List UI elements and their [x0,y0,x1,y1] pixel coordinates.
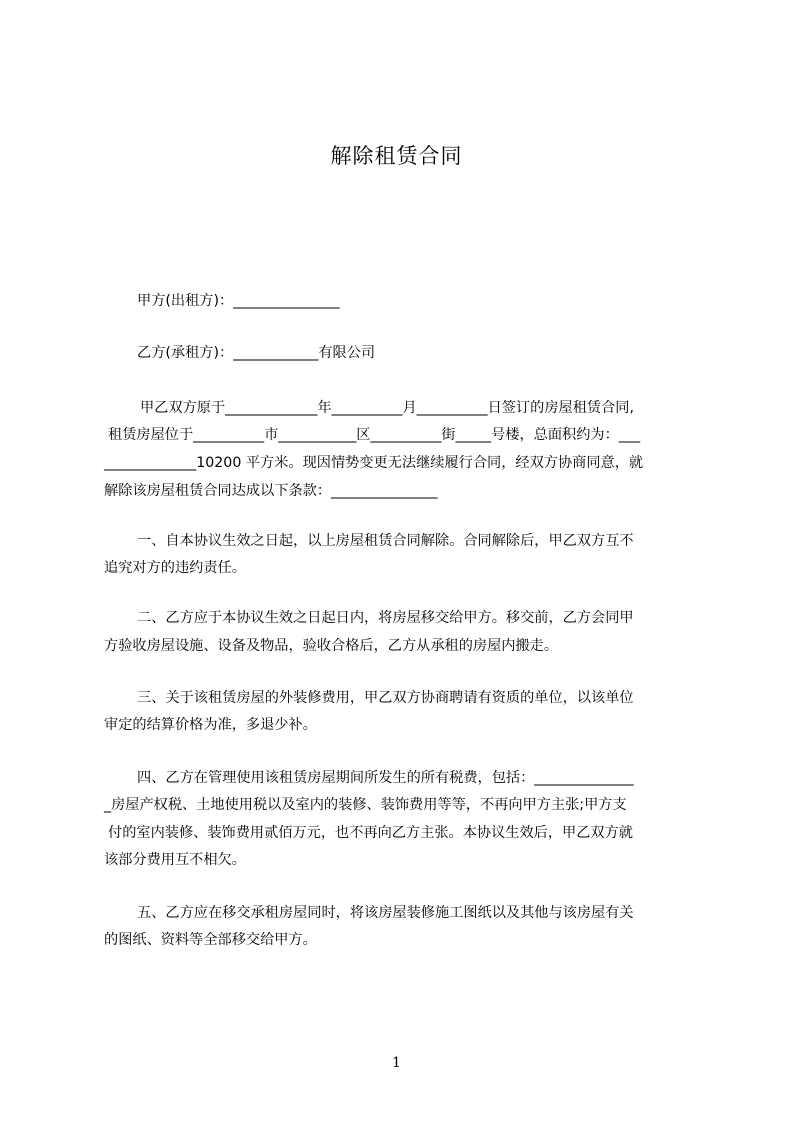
clause-5-line-1: 五、乙方应在移交承租房屋同时，将该房屋装修施工图纸以及其他与该房屋有关 [137,905,634,921]
party-a-line: 甲方(出租方)：_______________ [137,293,340,309]
intro-line-2: 租赁房屋位于__________市___________区__________街_____号楼，总面积约为：___ [108,427,641,443]
clause-2-line-1: 二、乙方应于本协议生效之日起日内，将房屋移交给甲方。移交前，乙方会同甲 [137,610,634,626]
intro-line-3: _____________10200 平方米。现因情势变更无法继续履行合同，经双方协商同意，就 [104,455,644,471]
clause-4-line-4: 该部分费用互不相欠。 [104,852,246,868]
intro-line-1: 甲乙双方原于_____________年__________月__________日签订的房屋租赁合同, [140,400,634,416]
document-title: 解除租赁合同 [330,144,463,168]
clause-3-line-1: 三、关于该租赁房屋的外装修费用，甲乙双方协商聘请有资质的单位，以该单位 [137,690,634,706]
clause-2-line-2: 方验收房屋设施、设备及物品，验收合格后，乙方从承租的房屋内搬走。 [104,638,559,654]
intro-line-4: 解除该房屋租赁合同达成以下条款：_______________ [104,483,438,499]
clause-4-line-1: 四、乙方在管理使用该租赁房屋期间所发生的所有税费，包括：______________ [137,770,634,786]
page-number: 1 [392,1055,401,1071]
party-b-line: 乙方(承租方)：____________有限公司 [137,345,376,361]
clause-3-line-2: 审定的结算价格为准，多退少补。 [104,717,317,733]
clause-5-line-2: 的图纸、资料等全部移交给甲方。 [104,932,317,948]
clause-4-line-2: _房屋产权税、土地使用税以及室内的装修、装饰费用等等，不再向甲方主张;甲方支 [104,797,627,813]
clause-1-line-1: 一、自本协议生效之日起，以上房屋租赁合同解除。合同解除后，甲乙双方互不 [137,533,634,549]
clause-4-line-3: 付的室内装修、装饰费用贰佰万元，也不再向乙方主张。本协议生效后，甲乙双方就 [108,825,633,841]
clause-1-line-2: 追究对方的违约责任。 [104,560,246,576]
